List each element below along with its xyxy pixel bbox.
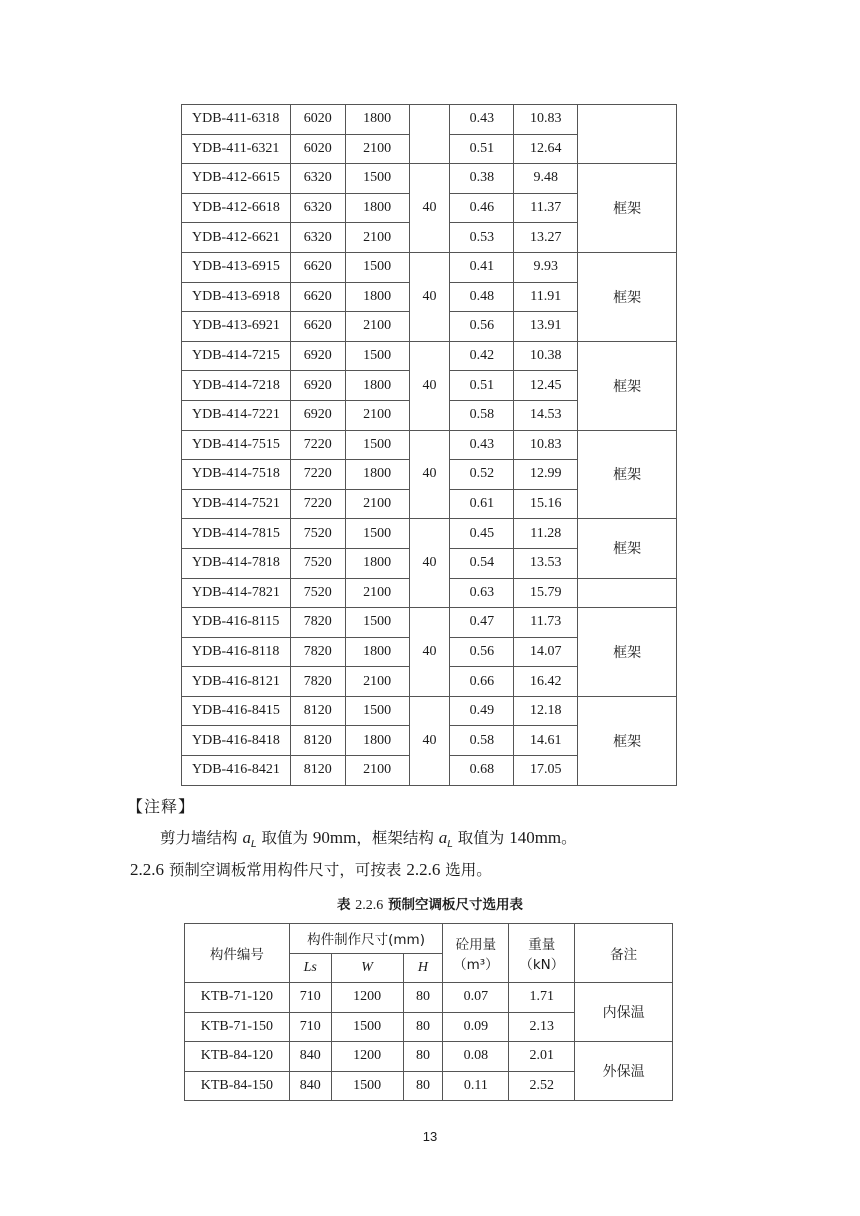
cell-width: 1800 xyxy=(345,637,409,667)
cell-code: YDB-414-7818 xyxy=(182,548,291,578)
cell-length: 6920 xyxy=(290,400,345,430)
cell-code: YDB-416-8121 xyxy=(182,667,291,697)
cell-length: 6320 xyxy=(290,164,345,194)
cell-width: 1800 xyxy=(345,282,409,312)
note-text-part: 取值为 xyxy=(452,829,510,847)
cell-width: 2100 xyxy=(345,223,409,253)
cell-remark: 框架 xyxy=(578,164,677,253)
table-row xyxy=(182,430,677,460)
cell-length: 7220 xyxy=(290,460,345,490)
cell-concrete: 0.66 xyxy=(450,667,514,697)
cell-weight: 13.53 xyxy=(514,548,578,578)
cell-width: 1800 xyxy=(345,726,409,756)
note-text-part: 取值为 xyxy=(256,829,313,847)
main-table-body xyxy=(182,105,677,786)
table-row xyxy=(185,1042,673,1072)
cell-concrete: 0.07 xyxy=(443,983,509,1013)
cell-code: YDB-412-6618 xyxy=(182,193,291,223)
cell-code: YDB-414-7815 xyxy=(182,519,291,549)
table-row xyxy=(182,341,677,371)
section-text-part: 预制空调板常用构件尺寸，可按表 xyxy=(164,861,407,879)
cell-weight: 9.93 xyxy=(514,252,578,282)
value-frame: 140mm xyxy=(509,828,562,847)
cell-length: 6620 xyxy=(290,282,345,312)
table-caption xyxy=(0,893,860,914)
section-text-part: 选用。 xyxy=(440,861,492,879)
cell-length: 6920 xyxy=(290,371,345,401)
cell-width: 2100 xyxy=(345,578,409,608)
cell-width: 1500 xyxy=(345,341,409,371)
cell-width: 1500 xyxy=(345,252,409,282)
cell-concrete: 0.54 xyxy=(450,548,514,578)
cell-weight: 17.05 xyxy=(514,756,578,786)
cell-concrete: 0.49 xyxy=(450,696,514,726)
cell-width: 1800 xyxy=(345,460,409,490)
cell-thickness xyxy=(409,105,450,164)
cell-weight: 12.64 xyxy=(514,134,578,164)
cell-thickness: 40 xyxy=(409,341,450,430)
cell-concrete: 0.11 xyxy=(443,1071,509,1101)
cell-w: 1200 xyxy=(331,1042,403,1072)
cell-code: YDB-413-6918 xyxy=(182,282,291,312)
cell-length: 6620 xyxy=(290,312,345,342)
cell-width: 2100 xyxy=(345,400,409,430)
header-concrete xyxy=(443,924,509,983)
cell-concrete: 0.47 xyxy=(450,608,514,638)
cell-weight: 12.99 xyxy=(514,460,578,490)
cell-width: 1500 xyxy=(345,519,409,549)
symbol-a: a xyxy=(242,828,251,847)
cell-code: YDB-416-8115 xyxy=(182,608,291,638)
cell-weight: 13.27 xyxy=(514,223,578,253)
cell-thickness: 40 xyxy=(409,696,450,785)
header-row-1 xyxy=(185,924,673,954)
cell-weight: 14.07 xyxy=(514,637,578,667)
cell-h: 80 xyxy=(403,1042,443,1072)
cell-remark: 框架 xyxy=(578,341,677,430)
cell-concrete: 0.56 xyxy=(450,312,514,342)
header-concrete-unit: （m³） xyxy=(453,957,499,973)
cell-concrete: 0.43 xyxy=(450,105,514,135)
cell-remark: 框架 xyxy=(578,519,677,578)
cell-code: YDB-414-7215 xyxy=(182,341,291,371)
cell-w: 1500 xyxy=(331,1012,403,1042)
header-concrete-label: 砼用量 xyxy=(455,937,497,953)
cell-code: YDB-414-7221 xyxy=(182,400,291,430)
cell-concrete: 0.52 xyxy=(450,460,514,490)
table-row xyxy=(182,164,677,194)
cell-concrete: 0.68 xyxy=(450,756,514,786)
note-text-part: ，框架结构 xyxy=(356,829,439,847)
cell-weight: 12.45 xyxy=(514,371,578,401)
cell-thickness: 40 xyxy=(409,608,450,697)
cell-code: KTB-84-120 xyxy=(185,1042,290,1072)
cell-concrete: 0.51 xyxy=(450,134,514,164)
table-row xyxy=(182,608,677,638)
cell-concrete: 0.09 xyxy=(443,1012,509,1042)
cell-code: YDB-411-6318 xyxy=(182,105,291,135)
table-row xyxy=(182,105,677,135)
cell-weight: 15.79 xyxy=(514,578,578,608)
precast-balcony-table-continuation xyxy=(181,104,677,786)
cell-code: KTB-71-150 xyxy=(185,1012,290,1042)
cell-w: 1200 xyxy=(331,983,403,1013)
cell-length: 7520 xyxy=(290,519,345,549)
cell-width: 2100 xyxy=(345,312,409,342)
section-table-ref: 2.2.6 xyxy=(406,860,441,879)
cell-thickness: 40 xyxy=(409,430,450,519)
cell-concrete: 0.08 xyxy=(443,1042,509,1072)
cell-ls: 840 xyxy=(289,1071,331,1101)
cell-length: 7220 xyxy=(290,430,345,460)
header-w: W xyxy=(331,953,403,983)
ac-board-size-table xyxy=(184,923,673,1101)
cell-weight: 1.71 xyxy=(509,983,575,1013)
cell-length: 6920 xyxy=(290,341,345,371)
cell-ls: 710 xyxy=(289,983,331,1013)
cell-thickness: 40 xyxy=(409,164,450,253)
cell-weight: 11.37 xyxy=(514,193,578,223)
note-text-part: 剪力墙结构 xyxy=(160,829,243,847)
table-row xyxy=(185,983,673,1013)
cell-length: 7520 xyxy=(290,548,345,578)
cell-width: 1500 xyxy=(345,164,409,194)
cell-code: KTB-71-120 xyxy=(185,983,290,1013)
cell-ls: 840 xyxy=(289,1042,331,1072)
cell-code: YDB-414-7218 xyxy=(182,371,291,401)
cell-length: 6620 xyxy=(290,252,345,282)
cell-width: 1800 xyxy=(345,193,409,223)
cell-remark: 外保温 xyxy=(575,1042,673,1101)
cell-code: YDB-416-8118 xyxy=(182,637,291,667)
cell-h: 80 xyxy=(403,1012,443,1042)
cell-ls: 710 xyxy=(289,1012,331,1042)
cell-code: YDB-412-6615 xyxy=(182,164,291,194)
symbol-a: a xyxy=(438,828,448,847)
cell-h: 80 xyxy=(403,983,443,1013)
page-number: 13 xyxy=(422,1129,438,1144)
cell-length: 8120 xyxy=(290,696,345,726)
cell-concrete: 0.56 xyxy=(450,637,514,667)
cell-remark-empty xyxy=(578,578,677,608)
cell-length: 6020 xyxy=(290,105,345,135)
table-row xyxy=(182,252,677,282)
cell-weight: 10.83 xyxy=(514,430,578,460)
cell-weight: 11.91 xyxy=(514,282,578,312)
note-text xyxy=(160,826,577,850)
cell-weight: 13.91 xyxy=(514,312,578,342)
cell-width: 2100 xyxy=(345,667,409,697)
cell-remark: 框架 xyxy=(578,252,677,341)
note-heading: 【注释】 xyxy=(127,797,196,816)
cell-length: 8120 xyxy=(290,756,345,786)
symbol-subscript: L xyxy=(447,839,453,851)
header-code: 构件编号 xyxy=(185,924,290,983)
header-h: H xyxy=(403,953,443,983)
header-weight-label: 重量 xyxy=(528,937,556,953)
cell-length: 7520 xyxy=(290,578,345,608)
cell-weight: 10.38 xyxy=(514,341,578,371)
cell-code: KTB-84-150 xyxy=(185,1071,290,1101)
cell-length: 7820 xyxy=(290,667,345,697)
cell-code: YDB-414-7515 xyxy=(182,430,291,460)
table-row xyxy=(182,519,677,549)
cell-length: 7820 xyxy=(290,637,345,667)
cell-length: 8120 xyxy=(290,726,345,756)
cell-length: 6020 xyxy=(290,134,345,164)
cell-concrete: 0.63 xyxy=(450,578,514,608)
section-number: 2.2.6 xyxy=(130,860,164,879)
cell-w: 1500 xyxy=(331,1071,403,1101)
cell-width: 1500 xyxy=(345,608,409,638)
header-ls: Ls xyxy=(289,953,331,983)
cell-weight: 10.83 xyxy=(514,105,578,135)
note-text-part: 。 xyxy=(561,829,577,847)
cell-concrete: 0.58 xyxy=(450,726,514,756)
header-remark: 备注 xyxy=(575,924,673,983)
symbol-subscript: L xyxy=(250,839,257,851)
cell-concrete: 0.48 xyxy=(450,282,514,312)
cell-h: 80 xyxy=(403,1071,443,1101)
cell-concrete: 0.38 xyxy=(450,164,514,194)
cell-code: YDB-416-8418 xyxy=(182,726,291,756)
cell-remark: 框架 xyxy=(578,696,677,785)
caption-title: 预制空调板尺寸选用表 xyxy=(383,897,523,913)
value-shear-wall: 90mm xyxy=(312,828,357,847)
cell-width: 1500 xyxy=(345,696,409,726)
cell-length: 6320 xyxy=(290,223,345,253)
header-weight-unit: （kN） xyxy=(519,957,565,973)
cell-code: YDB-412-6621 xyxy=(182,223,291,253)
cell-concrete: 0.58 xyxy=(450,400,514,430)
cell-weight: 12.18 xyxy=(514,696,578,726)
cell-weight: 16.42 xyxy=(514,667,578,697)
cell-code: YDB-413-6921 xyxy=(182,312,291,342)
cell-width: 1800 xyxy=(345,548,409,578)
cell-weight: 14.61 xyxy=(514,726,578,756)
cell-weight: 2.52 xyxy=(509,1071,575,1101)
cell-concrete: 0.45 xyxy=(450,519,514,549)
cell-width: 1500 xyxy=(345,430,409,460)
cell-code: YDB-411-6321 xyxy=(182,134,291,164)
cell-weight: 2.13 xyxy=(509,1012,575,1042)
cell-concrete: 0.61 xyxy=(450,489,514,519)
cell-remark: 框架 xyxy=(578,608,677,697)
header-weight xyxy=(509,924,575,983)
cell-remark xyxy=(578,105,677,164)
cell-remark: 内保温 xyxy=(575,983,673,1042)
table-row xyxy=(182,696,677,726)
cell-width: 2100 xyxy=(345,756,409,786)
cell-width: 1800 xyxy=(345,105,409,135)
cell-concrete: 0.42 xyxy=(450,341,514,371)
caption-number: 2.2.6 xyxy=(355,898,384,913)
cell-length: 7820 xyxy=(290,608,345,638)
cell-weight: 2.01 xyxy=(509,1042,575,1072)
cell-width: 2100 xyxy=(345,489,409,519)
cell-code: YDB-416-8415 xyxy=(182,696,291,726)
cell-code: YDB-416-8421 xyxy=(182,756,291,786)
cell-remark: 框架 xyxy=(578,430,677,519)
cell-concrete: 0.43 xyxy=(450,430,514,460)
cell-width: 2100 xyxy=(345,134,409,164)
caption-prefix: 表 xyxy=(337,897,356,913)
cell-code: YDB-414-7821 xyxy=(182,578,291,608)
header-size-group: 构件制作尺寸(mm) xyxy=(289,924,443,954)
section-2-2-6-text xyxy=(130,858,492,880)
cell-weight: 15.16 xyxy=(514,489,578,519)
cell-thickness: 40 xyxy=(409,252,450,341)
cell-weight: 11.28 xyxy=(514,519,578,549)
cell-weight: 11.73 xyxy=(514,608,578,638)
cell-concrete: 0.51 xyxy=(450,371,514,401)
cell-thickness: 40 xyxy=(409,519,450,608)
cell-code: YDB-414-7521 xyxy=(182,489,291,519)
cell-code: YDB-414-7518 xyxy=(182,460,291,490)
cell-weight: 9.48 xyxy=(514,164,578,194)
cell-weight: 14.53 xyxy=(514,400,578,430)
cell-length: 7220 xyxy=(290,489,345,519)
cell-concrete: 0.46 xyxy=(450,193,514,223)
cell-concrete: 0.53 xyxy=(450,223,514,253)
cell-concrete: 0.41 xyxy=(450,252,514,282)
cell-width: 1800 xyxy=(345,371,409,401)
cell-length: 6320 xyxy=(290,193,345,223)
cell-code: YDB-413-6915 xyxy=(182,252,291,282)
